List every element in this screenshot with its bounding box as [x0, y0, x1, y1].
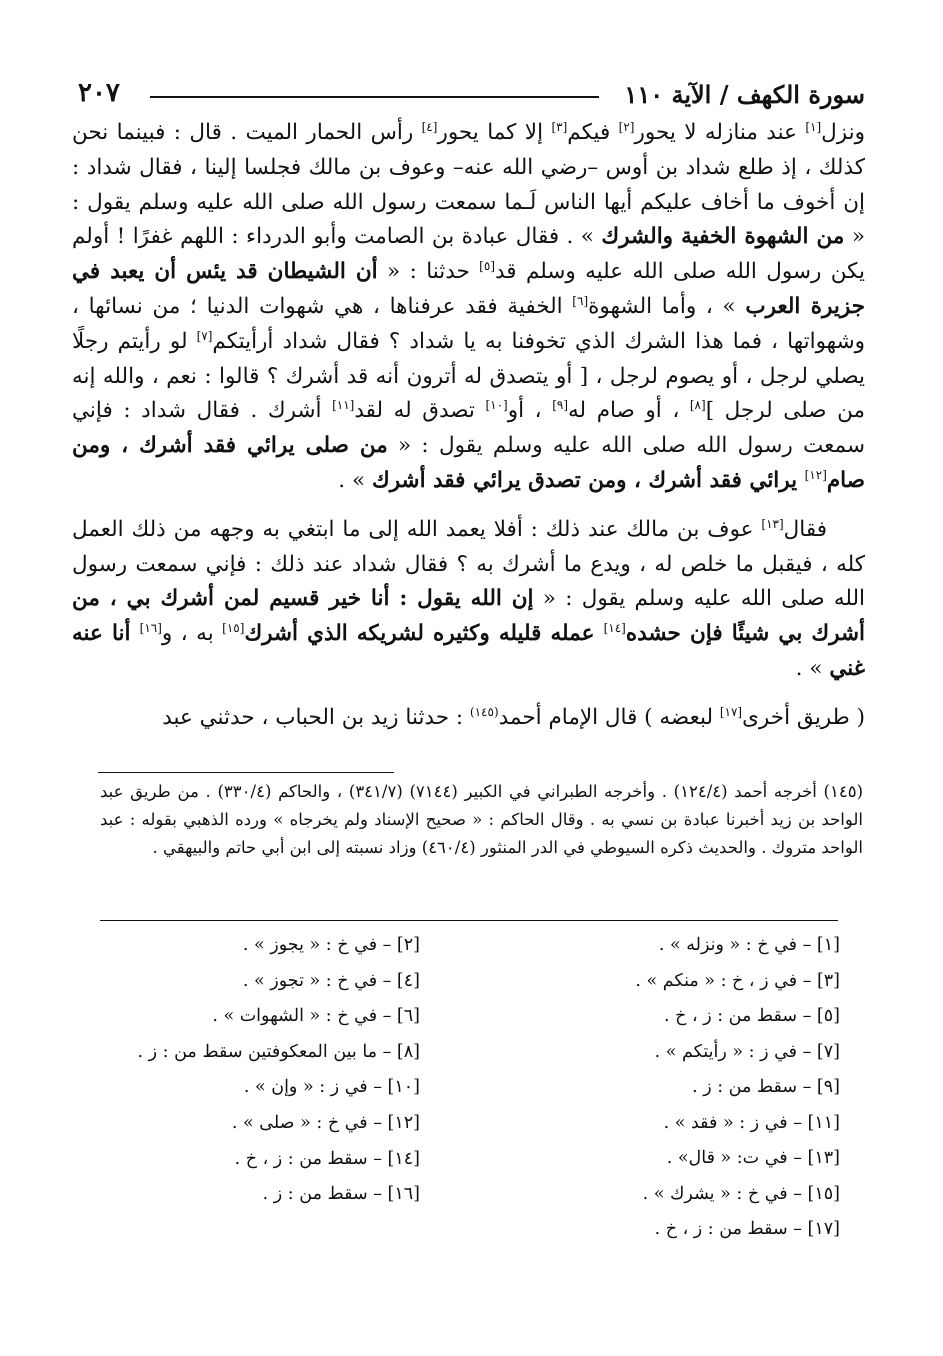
variant-note: [٤] – في خ : « تجوز » .	[242, 970, 420, 991]
note-marker: [١٥]	[222, 621, 245, 635]
note-marker: [١٤]	[603, 621, 626, 635]
footnote-marker: (١٤٥)	[469, 704, 499, 719]
variant-note: [٣] – في ز ، خ : « منكم » .	[635, 970, 840, 991]
notes-right-column	[500, 928, 840, 1248]
variant-note: [٧] – في ز : « رأيتكم » .	[654, 1041, 840, 1062]
note-marker: [٤]	[421, 119, 438, 134]
variant-note: [١٢] – في خ : « صلى » .	[231, 1112, 420, 1133]
note-marker: [٧]	[196, 328, 213, 343]
notes-rule	[100, 920, 838, 921]
hadith-text: إن الله يقول : أنا خير قسيم لمن أشرك بي ، من أشرك بي شيئًا فإن حشده	[72, 586, 866, 647]
note-marker: [١]	[805, 119, 822, 134]
note-marker: [٦]	[572, 293, 589, 308]
note-marker: [٢]	[618, 119, 635, 134]
footnote-rule	[98, 772, 394, 773]
hadith-text: يرائي فقد أشرك ، ومن تصدق يرائي فقد أشرك	[371, 467, 805, 493]
notes-left-column	[100, 928, 420, 1213]
variant-note: [٥] – سقط من : ز ، خ .	[664, 1006, 840, 1026]
variant-note: [١٧] – سقط من : ز ، خ .	[654, 1219, 840, 1239]
page-number: ٢٠٧	[78, 78, 120, 108]
variant-note: [٩] – سقط من : ز .	[692, 1077, 840, 1097]
note-marker: [٨]	[689, 398, 706, 413]
hadith-text: من صلى يرائي فقد أشرك ، ومن صام	[72, 433, 865, 493]
header-rule	[150, 96, 599, 98]
running-header	[78, 66, 865, 112]
hadith-text: أنا عنه غني	[72, 621, 865, 681]
hadith-text: من الشهوة الخفية والشرك	[601, 224, 845, 250]
variant-note: [٢] – في خ : « يجوز » .	[242, 935, 420, 955]
note-marker: [٩]	[552, 398, 569, 413]
variant-note: [١٤] – سقط من : ز ، خ .	[234, 1148, 420, 1169]
paragraph-3: ( طريق أخرى[١٧] لبعضه ) قال الإمام أحمد$^{(١٤٥)}$ : حدثنا زيد بن الحباب ، حدثني عبد	[162, 704, 865, 730]
note-marker: [١٣]	[761, 516, 784, 531]
variant-note: [١٥] – في خ : « يشرك » .	[642, 1183, 840, 1204]
note-marker: [٥]	[479, 259, 495, 274]
note-marker: [١٧]	[719, 704, 743, 719]
note-marker: [٣]	[551, 119, 568, 134]
variant-note: [١٣] – في ت: « قال» .	[666, 1148, 840, 1168]
hadith-text: عمله قليله وكثيره لشريكه الذي أشرك	[244, 621, 604, 647]
note-marker: [١٢]	[804, 467, 827, 482]
variant-note: [١٠] – في ز : « وإن » .	[243, 1077, 420, 1098]
variant-note: [١٦] – سقط من : ز .	[262, 1184, 420, 1205]
variant-note: [١] – في خ : « ونزله » .	[658, 935, 840, 955]
variant-notes	[100, 928, 840, 1258]
paragraph-1: ونزل[١] عند منازله لا يحور[٢] فيكم[٣] إلا كما يحور[٤] رأس الحمار الميت . قال : فبينما نحن كذلك ، إذ طلع شداد بن أوس –رضي الله عنه– وعوف بن مالك فجلسا إلينا ، فقال شداد : إن أخوف ما أخاف عليكم أيها الناس لَـما سمعت رسول الله صلى الله عليه وسلم يقول : « من الشهوة الخفية والشرك » . فقال عبادة بن الصامت وأبو الدرداء : اللهم غفرًا ! أولم يكن رسول الله صلى الله عليه وسلم قد[٥] حدثنا : « أن الشيطان قد يئس أن يعبد في جزيرة العرب » ، وأما الشهوة[٦] الخفية فقد عرفناها ، هي شهوات الدنيا ؛ من نسائها ، وشهواتها ، فما هذا الشرك الذي تخوفنا به يا شداد ؟ فقال شداد أرأيتكم[٧] لو رأيتم رجلًا يصلي لرجل ، أو يصوم لرجل ، [ أو يتصدق له أترون أنه قد أشرك ؟ قالوا : نعم ، والله إنه من صلى لرجل ][٨] ، أو صام له[٩] ، أو[١٠] تصدق له لقد[١١] أشرك . فقال شداد : فإني سمعت رسول الله صلى الله عليه وسلم يقول : « من صلى يرائي فقد أشرك ، ومن صام[١٢] يرائي فقد أشرك ، ومن تصدق يرائي فقد أشرك » .	[72, 119, 865, 493]
variant-note: [١١] – في ز : « فقد » .	[663, 1112, 840, 1133]
footnote-145: (١٤٥) أخرجه أحمد (١٢٤/٤) . وأخرجه الطبراني في الكبير (٧١٤٤) (٣٤١/٧) ، والحاكم (٣٣٠/٤) . من طريق عبد الواحد بن زيد أخبرنا عبادة بن نسي به . وقال الحاكم : « صحيح الإسناد ولم يخرجاه » ورده الذهبي بقوله : عبد الواحد متروك . والحديث ذكره السيوطي في الدر المنثور (٤٦٠/٤) وزاد نسبته إلى ابن أبي حاتم والبيهقي .	[100, 782, 864, 857]
variant-note: [٨] – ما بين المعكوفتين سقط من : ز .	[137, 1041, 420, 1062]
main-text	[72, 116, 865, 735]
note-marker: [١٦]	[139, 621, 162, 635]
note-marker: [١٠]	[485, 398, 508, 413]
paragraph-2: فقال[١٣] عوف بن مالك عند ذلك : أفلا يعمد الله إلى ما ابتغي به وجهه من ذلك العمل كله ، فيقبل ما خلص له ، ويدع ما أشرك به ؟ فقال شداد عند ذلك : فإني سمعت رسول الله صلى الله عليه وسلم يقول : « إن الله يقول : أنا خير قسيم لمن أشرك بي ، من أشرك بي شيئًا فإن حشده[١٤] عمله قليله وكثيره لشريكه الذي أشرك[١٥] به ، و[١٦] أنا عنه غني » .	[72, 516, 866, 681]
hadith-text: أن الشيطان قد يئس أن يعبد في جزيرة العرب	[72, 259, 865, 319]
note-marker: [١١]	[332, 398, 355, 413]
variant-note: [٦] – في خ : « الشهوات » .	[212, 1006, 420, 1027]
surah-verse-title: سورة الكهف / الآية ١١٠	[624, 80, 865, 109]
